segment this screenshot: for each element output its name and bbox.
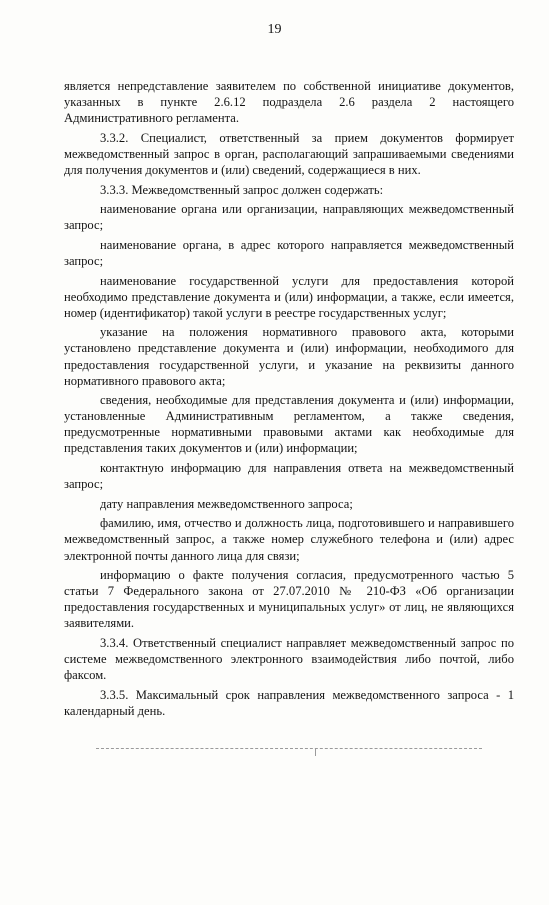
paragraph-continuation: является непредставление заявителем по собственной инициативе документов, указанных в пункте 2.6.12 подраздела 2.6 раздела 2 настоящего Административного регламента.: [64, 79, 514, 126]
document-body: [64, 78, 514, 722]
page-number: 19: [267, 22, 282, 37]
paragraph-3-3-3: 3.3.3. Межведомственный запрос должен содержать:: [100, 182, 384, 197]
scan-divider-line: [96, 748, 482, 749]
list-item-required-information: сведения, необходимые для представления документа и (или) информации, установленные Административным регламентом, а также сведения, предусмотренные нормативными правовыми актами как необходимые для представления таких документов и (или) информации;: [64, 393, 514, 456]
list-item-contact-info: контактную информацию для направления ответа на межведомственный запрос;: [64, 461, 514, 492]
list-item-service-name: наименование государственной услуги для предоставления которой необходимо представление документа и (или) информации, а также, если имеется, номер (идентификатор) такой услуги в реестре государственных услуг;: [64, 273, 514, 320]
paragraph-3-3-4: 3.3.4. Ответственный специалист направляет межведомственный запрос по системе межведомственного электронного взаимодействия либо почтой, либо факсом.: [64, 636, 514, 683]
list-item-request-date: дату направления межведомственного запроса;: [100, 496, 353, 511]
list-item-legal-act: указание на положения нормативного правового акта, которыми установлено представление документа и (или) информации, необходимого для предоставления государственной услуги, и указание на реквизиты данного нормативного правового акта;: [64, 325, 514, 388]
list-item-responsible-person: фамилию, имя, отчество и должность лица, подготовившего и направившего межведомственный запрос, а также номер служебного телефона и (или) адрес электронной почты данного лица для связи;: [64, 516, 514, 563]
paragraph-3-3-5: 3.3.5. Максимальный срок направления межведомственного запроса - 1 календарный день.: [64, 687, 514, 718]
scan-divider-tick: [315, 748, 316, 756]
list-item-requesting-organ: наименование органа или организации, направляющих межведомственный запрос;: [64, 202, 514, 233]
list-item-consent-info: информацию о факте получения согласия, предусмотренного частью 5 статьи 7 Федерального закона от 27.07.2010 № 210-ФЗ «Об организации предоставления государственных и муниципальных услуг» от лиц, не являющихся заявителями.: [64, 568, 514, 631]
list-item-addressee-organ: наименование органа, в адрес которого направляется межведомственный запрос;: [64, 237, 514, 268]
paragraph-3-3-2: 3.3.2. Специалист, ответственный за прием документов формирует межведомственный запрос в орган, располагающий запрашиваемыми сведениями для получения документов и (или) сведений, содержащиеся в них.: [64, 130, 514, 177]
